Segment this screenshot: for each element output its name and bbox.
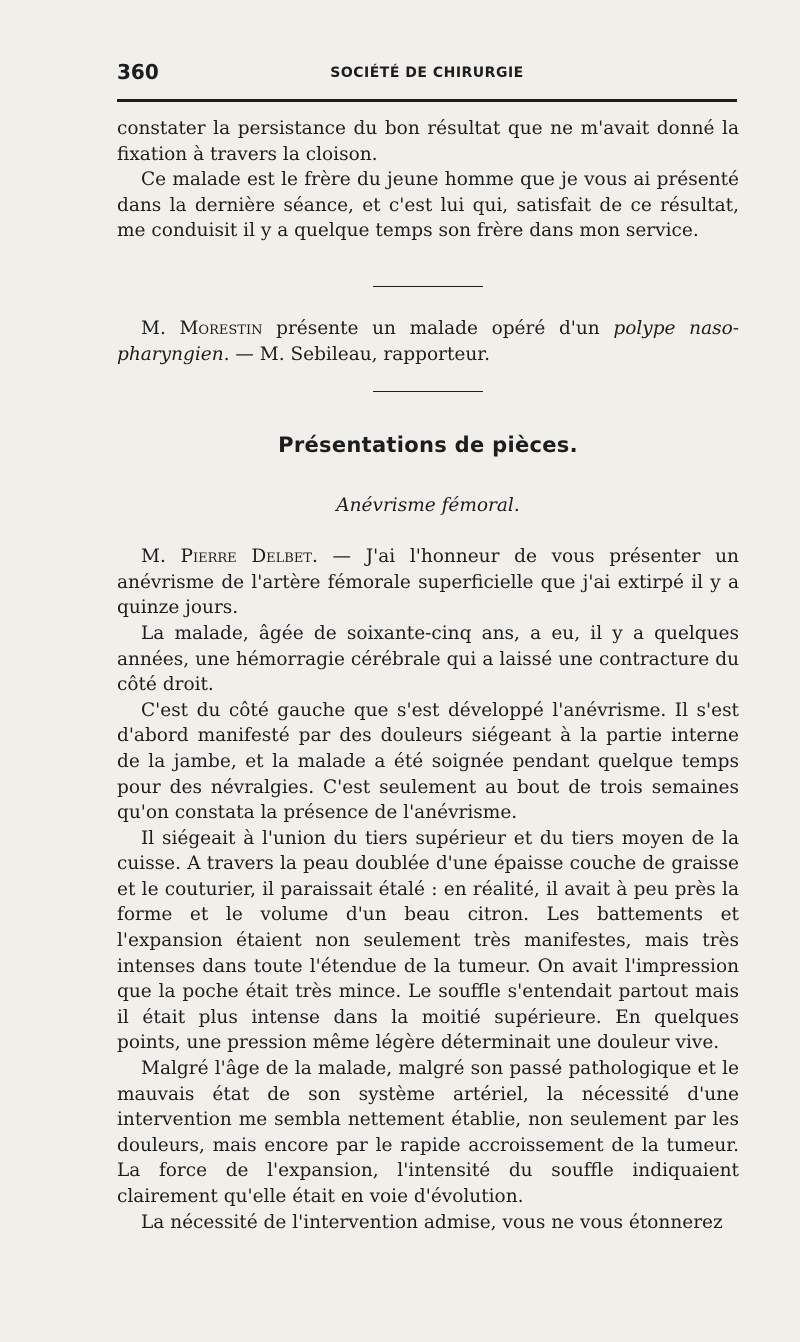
morestin-prefix: M. xyxy=(141,317,180,339)
delbet-name: Pierre Delbet xyxy=(180,546,312,568)
intro-paragraph-1: constater la persistance du bon résultat que ne m'avait donné la fixation à travers la cloison. xyxy=(117,118,739,165)
page-number: 360 xyxy=(117,60,159,84)
morestin-text-1: présente un malade opéré d'un xyxy=(262,317,614,339)
morestin-text-2: . — M. Sebileau, rapporteur. xyxy=(223,343,490,365)
section-subtitle: Anévrisme fémoral. xyxy=(336,495,520,517)
delbet-paragraph xyxy=(117,544,739,621)
morestin-name: Morestin xyxy=(179,317,263,339)
body-paragraph-5: La nécessité de l'intervention admise, vous ne vous étonnerez xyxy=(141,1211,723,1233)
morestin-paragraph xyxy=(117,316,739,367)
running-head: SOCIÉTÉ DE CHIRURGIE xyxy=(330,65,524,81)
body-paragraph-2: C'est du côté gauche que s'est développé l'anévrisme. Il s'est d'abord manifesté par des douleurs siégeant à la partie interne de la jambe, et la malade a été soignée pendant quelque temps pour des névralgies. C'est seulement au bout de trois semaines qu'on constata la présence de l'anévrisme. xyxy=(117,699,739,824)
body-paragraph-3: Il siégeait à l'union du tiers supérieur et du tiers moyen de la cuisse. A travers la peau doublée d'une épaisse couche de graisse et le couturier, il paraissait étalé : en réalité, il avait à peu près la forme et le volume d'un beau citron. Les battements et l'expansion étaient non seulement très manifestes, mais très intenses dans toute l'étendue de la tumeur. On avait l'impression que la poche était très mince. Le souffle s'entendait partout mais il était plus intense dans la moitié supérieure. En quelques points, une pression même légère déterminait une douleur vive. xyxy=(117,827,739,1054)
body-paragraph-1: La malade, âgée de soixante-cinq ans, a eu, il y a quelques années, une hémorragie cérébrale qui a laissé une contracture du côté droit. xyxy=(117,622,739,696)
body-paragraph-4: Malgré l'âge de la malade, malgré son passé pathologique et le mauvais état de son système artériel, la nécessité d'une intervention me sembla nettement établie, non seulement par les douleurs, mais encore par le rapide accroissement de la tumeur. La force de l'expansion, l'intensité du souffle indiquaient clairement qu'elle était en voie d'évolution. xyxy=(117,1058,739,1207)
page-body xyxy=(117,116,739,1235)
intro-paragraph-2: Ce malade est le frère du jeune homme que je vous ai présenté dans la dernière séance, et c'est lui qui, satisfait de ce résultat, me conduisit il y a quelque temps son frère dans mon service. xyxy=(117,169,739,242)
header-rule xyxy=(117,99,737,102)
section-title: Présentations de pièces. xyxy=(278,433,578,458)
delbet-prefix: M. xyxy=(141,546,181,568)
morestin-title: polype naso-pharyngien xyxy=(117,317,739,365)
delbet-text: . — J'ai l'honneur de vous présenter un anévrisme de l'artère fémorale superficielle que j'ai extirpé il y a quinze jours. xyxy=(117,546,739,619)
page-header xyxy=(117,60,737,90)
